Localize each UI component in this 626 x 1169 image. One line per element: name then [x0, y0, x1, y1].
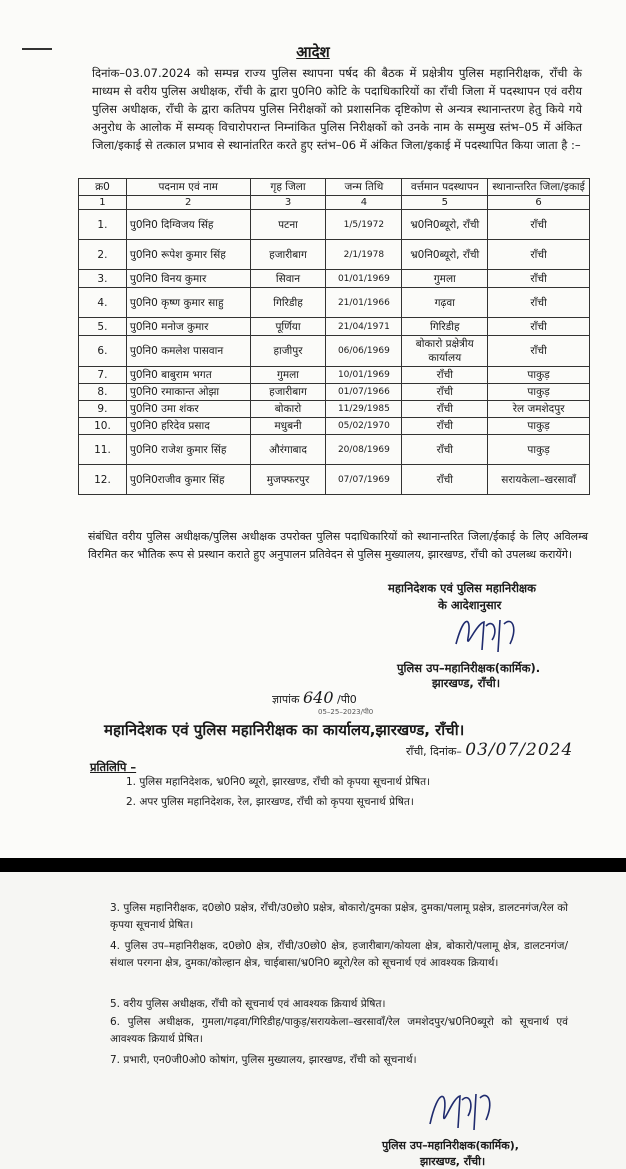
transfer-unit-cell: पाकुड़ [488, 418, 590, 435]
col-header: पदनाम एवं नाम [126, 179, 250, 196]
dob-cell: 1/5/1972 [326, 210, 402, 240]
table-row [79, 435, 590, 465]
name-cell: पु0नि0 उमा शंकर [126, 401, 250, 418]
office-title: महानिदेशक एवं पुलिस महानिरीक्षक का कार्यालय,झारखण्ड, राँची। [104, 721, 465, 739]
dob-cell: 10/01/1969 [326, 367, 402, 384]
current-posting-cell: राँची [402, 384, 488, 401]
transfer-unit-cell: सरायकेला–खरसावाँ [488, 465, 590, 495]
serial-cell: 7. [79, 367, 127, 384]
dob-cell: 05/02/1970 [326, 418, 402, 435]
home-district-cell: बोकारो [250, 401, 326, 418]
serial-cell: 5. [79, 318, 127, 336]
dob-cell: 21/04/1971 [326, 318, 402, 336]
dob-cell: 07/07/1969 [326, 465, 402, 495]
name-cell: पु0नि0 कृष्ण कुमार साहु [126, 288, 250, 318]
copy-item: 4. पुलिस उप–महानिरीक्षक, द0छो0 क्षेत्र, राँची/उ0छो0 क्षेत्र, हजारीबाग/कोयला क्षेत्र, बोकारो/पलामू क्षेत्र, डालटनगंज/संथाल परगना क्षेत्र, दुमका/कोल्हान क्षेत्र, चाईबासा/भ्र0नि0 ब्यूरो/रेल को सूचनार्थ एवं आवश्यक क्रियार्थ। [110, 940, 568, 969]
name-cell: पु0नि0राजीव कुमार सिंह [126, 465, 250, 495]
transfer-unit-cell: पाकुड़ [488, 384, 590, 401]
name-cell: पु0नि0 कमलेश पासवान [126, 336, 250, 367]
serial-cell: 9. [79, 401, 127, 418]
serial-cell: 12. [79, 465, 127, 495]
handwritten-signature-1 [446, 604, 526, 660]
dob-cell: 01/07/1966 [326, 384, 402, 401]
home-district-cell: गुमला [250, 367, 326, 384]
home-district-cell: गिरिडीह [250, 288, 326, 318]
memo-stamp: 05–25–2023/पी0 [318, 708, 374, 716]
intro-paragraph: दिनांक–03.07.2024 को सम्पन्न राज्य पुलिस स्थापना पर्षद की बैठक में प्रक्षेत्रीय पुलिस महानिरीक्षक, राँची के माध्यम से वरीय पुलिस अधीक्षक, राँची के द्वारा पु0नि0 कोटि के पदाधिकारियों का राँची जिला में पदस्थापन एवं वरीय पुलिस अधीक्षक, राँची के द्वारा कतिपय पुलिस निरीक्षकों को प्रशासनिक दृष्टिकोण से अन्यत्र स्थानान्तरण हेतु किये गये अनुरोध के आलोक में सम्यक् विचारोपरान्त निम्नांकित पुलिस निरीक्षकों को उनके नाम के सम्मुख स्तंभ–05 में अंकित जिला/इकाई से तत्काल प्रभाव से स्थानांतरित करते हुए स्तंभ–06 में अंकित जिला/इकाई में पदस्थापित किया जाता है :– [92, 66, 582, 152]
page-divider [0, 858, 626, 872]
col-number: 6 [488, 196, 590, 210]
copy-item: 3. पुलिस महानिरीक्षक, द0छो0 प्रक्षेत्र, राँची/उ0छो0 प्रक्षेत्र, बोकारो/दुमका प्रक्षेत्र, दुमका/पलामू प्रक्षेत्र, डालटनगंज/रेल को कृपया सूचनार्थ प्रेषित। [110, 902, 568, 931]
transfer-table [78, 178, 590, 495]
signature-location-2: झारखण्ड, राँची। [420, 1155, 486, 1168]
col-number: 2 [126, 196, 250, 210]
home-district-cell: हाजीपुर [250, 336, 326, 367]
transfer-unit-cell: राँची [488, 318, 590, 336]
current-posting-cell: राँची [402, 465, 488, 495]
transfer-unit-cell: रेल जमशेदपुर [488, 401, 590, 418]
table-body [79, 210, 590, 495]
copy-item: 6. पुलिस अधीक्षक, गुमला/गढ़वा/गिरिडीह/पाकुड़/सरायकेला–खरसावाँ/रेल जमशेदपुर/भ्र0नि0ब्यूरो को सूचनार्थ एवं आवश्यक क्रियार्थ प्रेषित। [110, 1016, 568, 1045]
signature-designation-2: पुलिस उप–महानिरीक्षक(कार्मिक), [382, 1139, 519, 1152]
col-header: स्थानान्तरित जिला/इकाई [488, 179, 590, 196]
order-title: आदेश [296, 43, 330, 61]
memo-suffix: /पी0 [337, 693, 357, 706]
serial-cell: 6. [79, 336, 127, 367]
col-number: 1 [79, 196, 127, 210]
name-cell: पु0नि0 राजेश कुमार सिंह [126, 435, 250, 465]
table-row [79, 465, 590, 495]
dob-cell: 01/01/1969 [326, 270, 402, 288]
memo-number [272, 688, 357, 707]
name-cell: पु0नि0 हरिदेव प्रसाद [126, 418, 250, 435]
instruction-paragraph: संबंधित वरीय पुलिस अधीक्षक/पुलिस अधीक्षक उपरोक्त पुलिस पदाधिकारियों को स्थानान्तरित जिला/ईकाई के लिए अविलम्ब विरमित कर भौतिक रूप से प्रस्थान कराते हुए अनुपालन प्रतिवेदन से पुलिस मुख्यालय, झारखण्ड, राँची को उपलब्ध करायेंगे। [88, 530, 588, 561]
name-cell: पु0नि0 मनोज कुमार [126, 318, 250, 336]
col-number: 3 [250, 196, 326, 210]
home-district-cell: औरंगाबाद [250, 435, 326, 465]
table-row [79, 288, 590, 318]
col-header: जन्म तिथि [326, 179, 402, 196]
name-cell: पु0नि0 विनय कुमार [126, 270, 250, 288]
transfer-unit-cell: राँची [488, 336, 590, 367]
serial-cell: 11. [79, 435, 127, 465]
col-number: 5 [402, 196, 488, 210]
signature-location: झारखण्ड, राँची। [432, 676, 501, 690]
table-row [79, 336, 590, 367]
serial-cell: 2. [79, 240, 127, 270]
home-district-cell: मुजफ्फरपुर [250, 465, 326, 495]
current-posting-cell: गुमला [402, 270, 488, 288]
table-row [79, 318, 590, 336]
home-district-cell: हजारीबाग [250, 240, 326, 270]
dob-cell: 2/1/1978 [326, 240, 402, 270]
copy-item: 2. अपर पुलिस महानिदेशक, रेल, झारखण्ड, राँची को कृपया सूचनार्थ प्रेषित। [126, 796, 414, 808]
name-cell: पु0नि0 बाबुराम भगत [126, 367, 250, 384]
current-posting-cell: राँची [402, 435, 488, 465]
current-posting-cell: राँची [402, 401, 488, 418]
name-cell: पु0नि0 रमाकान्त ओझा [126, 384, 250, 401]
table-row [79, 384, 590, 401]
home-district-cell: पूर्णिया [250, 318, 326, 336]
copy-item: 1. पुलिस महानिदेशक, भ्र0नि0 ब्यूरो, झारखण्ड, राँची को कृपया सूचनार्थ प्रेषित। [126, 776, 431, 788]
table-row [79, 240, 590, 270]
serial-cell: 3. [79, 270, 127, 288]
serial-cell: 1. [79, 210, 127, 240]
table-row [79, 270, 590, 288]
current-posting-cell: गढ़वा [402, 288, 488, 318]
transfer-unit-cell: पाकुड़ [488, 367, 590, 384]
current-posting-cell: भ्र0नि0ब्यूरो, राँची [402, 210, 488, 240]
dob-cell: 11/29/1985 [326, 401, 402, 418]
current-posting-cell: राँची [402, 367, 488, 384]
office-date-prefix: राँची, दिनांक– [406, 745, 462, 758]
dob-cell: 21/01/1966 [326, 288, 402, 318]
table-header-row [79, 179, 590, 196]
table-row [79, 367, 590, 384]
serial-cell: 10. [79, 418, 127, 435]
col-header: क्र0 [79, 179, 127, 196]
copy-item: 7. प्रभारी, एन0जी0ओ0 कोषांग, पुलिस मुख्यालय, झारखण्ड, राँची को सूचनार्थ। [110, 1054, 417, 1066]
transfer-unit-cell: राँची [488, 270, 590, 288]
office-date [406, 740, 573, 760]
home-district-cell: हजारीबाग [250, 384, 326, 401]
office-date-handwritten: 03/07/2024 [465, 740, 574, 760]
name-cell: पु0नि0 दिग्विजय सिंह [126, 210, 250, 240]
copy-item: 5. वरीय पुलिस अधीक्षक, राँची को सूचनार्थ एवं आवश्यक क्रियार्थ प्रेषित। [110, 998, 386, 1010]
column-number-row [79, 196, 590, 210]
signature-designation: पुलिस उप–महानिरीक्षक(कार्मिक). [397, 661, 541, 675]
current-posting-cell: भ्र0नि0ब्यूरो, राँची [402, 240, 488, 270]
name-cell: पु0नि0 रूपेश कुमार सिंह [126, 240, 250, 270]
col-number: 4 [326, 196, 402, 210]
serial-cell: 4. [79, 288, 127, 318]
signature-order-note: के आदेशानुसार [438, 598, 502, 612]
table-row [79, 401, 590, 418]
table-row [79, 210, 590, 240]
memo-prefix: ज्ञापांक [272, 693, 300, 706]
current-posting-cell: राँची [402, 418, 488, 435]
home-district-cell: पटना [250, 210, 326, 240]
table-row [79, 418, 590, 435]
dob-cell: 20/08/1969 [326, 435, 402, 465]
transfer-unit-cell: राँची [488, 240, 590, 270]
dob-cell: 06/06/1969 [326, 336, 402, 367]
home-district-cell: सिवान [250, 270, 326, 288]
home-district-cell: मधुबनी [250, 418, 326, 435]
signature-authority: महानिदेशक एवं पुलिस महानिरीक्षक [388, 581, 537, 595]
copy-label: प्रतिलिपि – [90, 760, 137, 774]
col-header: गृह जिला [250, 179, 326, 196]
serial-cell: 8. [79, 384, 127, 401]
current-posting-cell: बोकारो प्रक्षेत्रीय कार्यालय [402, 336, 488, 367]
col-header: वर्त्तमान पदस्थापन [402, 179, 488, 196]
transfer-unit-cell: राँची [488, 288, 590, 318]
transfer-unit-cell: राँची [488, 210, 590, 240]
memo-handwritten-number: 640 [302, 688, 334, 707]
handwritten-signature-2 [420, 1074, 500, 1138]
current-posting-cell: गिरिडीह [402, 318, 488, 336]
transfer-unit-cell: पाकुड़ [488, 435, 590, 465]
